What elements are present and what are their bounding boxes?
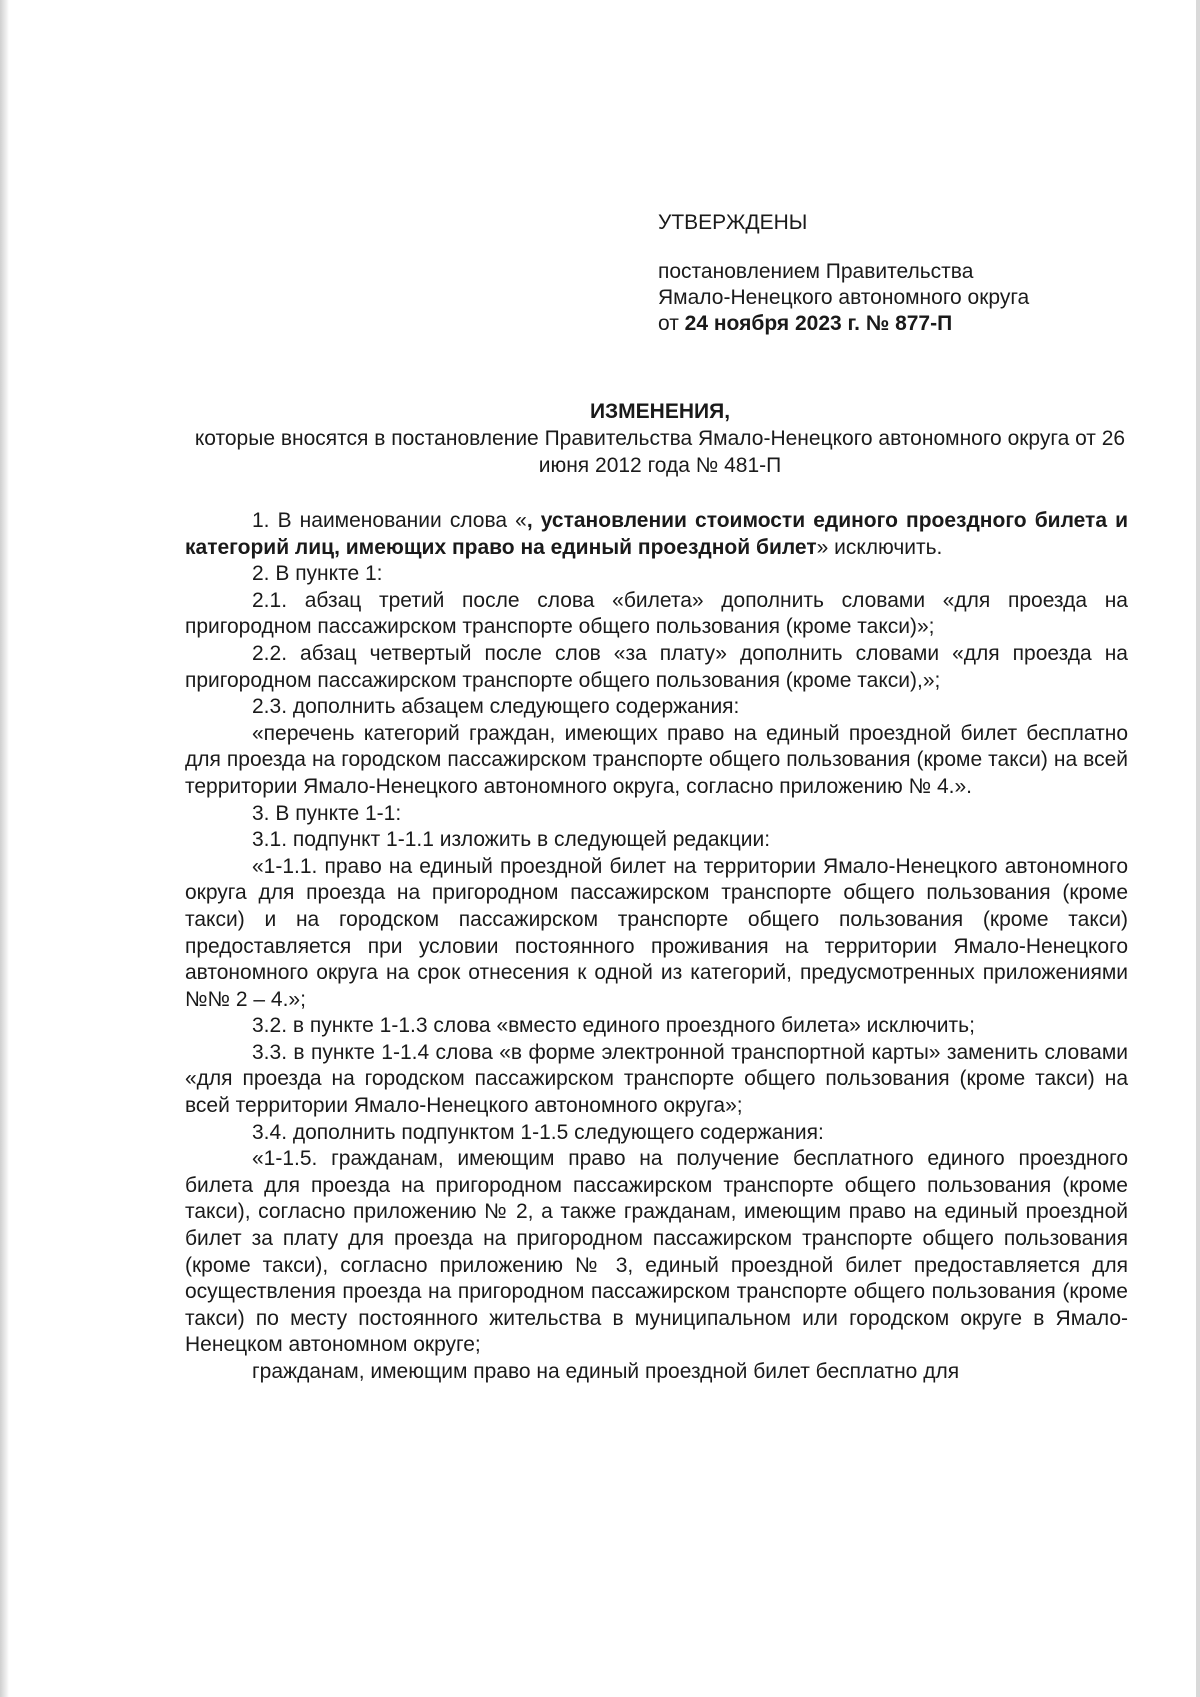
paragraph-3-4-text: «1-1.5. гражданам, имеющим право на получение бесплатного единого проездного билета для проезда на пригородном пассажирском транспорте общего пользования (кроме такси), согласно приложению № 2, а также гражданам, имеющим право на единый проездной билет за плату для проезда на пригородном пассажирском транспорте общего пользования (кроме такси), согласно приложению № 3, единый проездной билет предоставляется для осуществления проезда на пригородном пассажирском транспорте общего пользования (кроме такси) по месту постоянного жительства в муниципальном или городском округе в Ямало-Ненецком автономном округе; bbox=[185, 1147, 1128, 1357]
paragraph-2: 2. В пункте 1: bbox=[252, 562, 383, 586]
approval-block bbox=[658, 210, 1178, 337]
paragraph-1 bbox=[185, 508, 1128, 561]
paragraph-3-1-text: «1-1.1. право на единый проездной билет на территории Ямало-Ненецкого автономного округа для проезда на пригородном пассажирском транспорте общего пользования (кроме такси) и на городском пассажирском транспорте общего пользования (кроме такси) предоставляется при условии постоянного проживания на территории Ямало-Ненецкого автономного округа на срок отнесения к одной из категорий, предусмотренных приложениями №№ 2 – 4.»; bbox=[185, 854, 1128, 1011]
approval-line-1: постановлением Правительства bbox=[658, 260, 974, 283]
paragraph-1-start: 1. В наименовании слова « bbox=[252, 509, 527, 532]
approval-date-line bbox=[658, 311, 1178, 337]
paragraph-2-3: 2.3. дополнить абзацем следующего содержания: bbox=[252, 695, 740, 719]
paragraph-3-4: 3.4. дополнить подпунктом 1-1.5 следующего содержания: bbox=[252, 1120, 824, 1144]
document-body bbox=[185, 508, 1128, 1386]
paragraph-1-end: » исключить. bbox=[816, 535, 943, 559]
paragraph-3-4-continued: гражданам, имеющим право на единый проездной билет бесплатно для bbox=[252, 1360, 960, 1383]
paragraph-2-3-text: «перечень категорий граждан, имеющих право на единый проездной билет бесплатно для проезда на городском пассажирском транспорте общего пользования (кроме такси) на всей территории Ямало-Ненецкого автономного округа, согласно приложению № 4.». bbox=[185, 721, 1128, 798]
paragraph-3-2: 3.2. в пункте 1-1.3 слова «вместо единого проездного билета» исключить; bbox=[252, 1014, 975, 1038]
heading-title: ИЗМЕНЕНИЯ, bbox=[589, 400, 731, 423]
paragraph-3: 3. В пункте 1-1: bbox=[252, 801, 402, 825]
scan-right-edge bbox=[1196, 0, 1200, 1697]
paragraph-3-1: 3.1. подпункт 1-1.1 изложить в следующей редакции: bbox=[252, 828, 771, 852]
approval-date-number: 24 ноября 2023 г. № 877-П bbox=[684, 312, 953, 335]
paragraph-1-quoted: , установлении стоимости единого проездного билета и категорий лиц, имеющих право на единый проездной билет bbox=[185, 509, 1128, 559]
document-heading bbox=[185, 398, 1135, 479]
paragraph-2-1: 2.1. абзац третий после слова «билета» дополнить словами «для проезда на пригородном пассажирском транспорте общего пользования (кроме такси)»; bbox=[185, 588, 1128, 639]
scan-left-edge bbox=[0, 0, 9, 1697]
heading-subtitle: которые вносятся в постановление Правительства Ямало-Ненецкого автономного округа от 26 июня 2012 года № 481-П bbox=[194, 427, 1126, 477]
approval-date-prefix: от bbox=[658, 312, 685, 335]
approval-stamp: УТВЕРЖДЕНЫ bbox=[658, 211, 808, 234]
paragraph-2-2: 2.2. абзац четвертый после слов «за плату» дополнить словами «для проезда на пригородном пассажирском транспорте общего пользования (кроме такси),»; bbox=[185, 641, 1128, 692]
approval-line-2: Ямало-Ненецкого автономного округа bbox=[658, 286, 1030, 309]
paragraph-3-3: 3.3. в пункте 1-1.4 слова «в форме электронной транспортной карты» заменить словами «для проезда на городском пассажирском транспорте общего пользования (кроме такси) на всей территории Ямало-Ненецкого автономного округа»; bbox=[185, 1040, 1128, 1118]
